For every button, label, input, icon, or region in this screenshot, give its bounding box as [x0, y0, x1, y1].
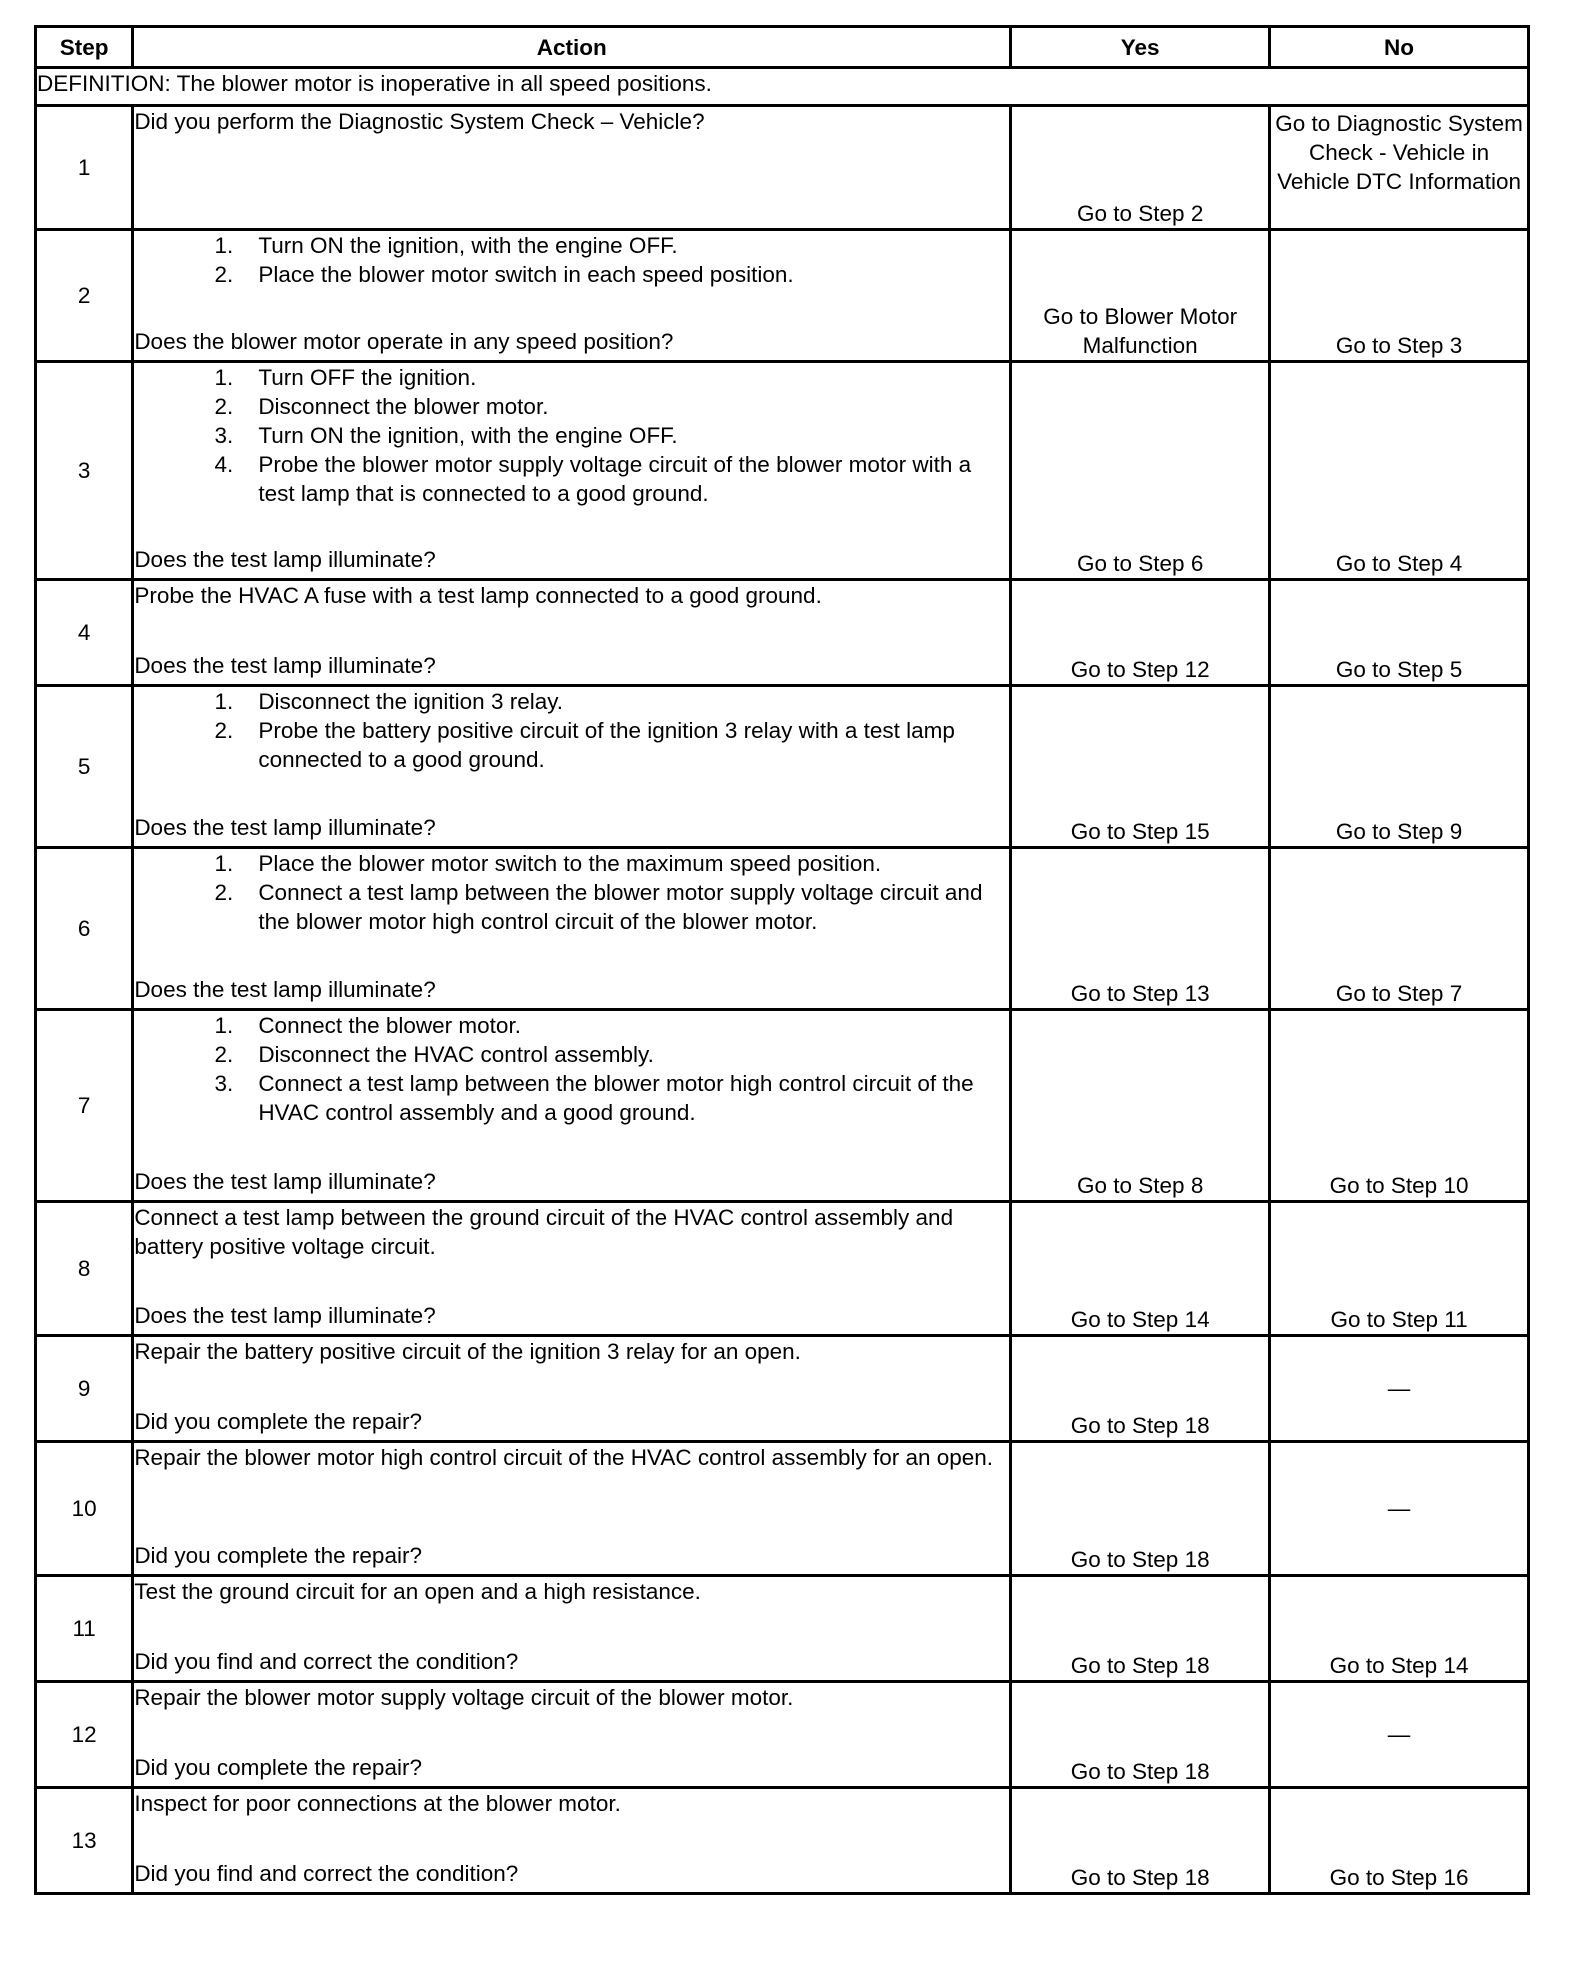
- action-step-number: 1.: [214, 851, 234, 876]
- no-result: —: [1270, 1442, 1529, 1576]
- header-step: Step: [36, 27, 133, 68]
- action-step-item: [134, 878, 1009, 936]
- step-number: 4: [36, 580, 133, 686]
- step-number: 11: [36, 1576, 133, 1682]
- action-question: Does the test lamp illuminate?: [134, 547, 436, 572]
- diagnostic-table: [34, 25, 1530, 1895]
- step-number: 5: [36, 686, 133, 848]
- action-text: Test the ground circuit for an open and a high resistance.: [134, 1579, 701, 1604]
- table-row: [36, 686, 1529, 848]
- action-step-item: [134, 363, 1009, 392]
- definition-text: DEFINITION: The blower motor is inoperative in all speed positions.: [36, 68, 1529, 106]
- action-cell: [133, 1788, 1011, 1894]
- yes-result: Go to Step 2: [1011, 106, 1270, 230]
- action-step-text: Probe the battery positive circuit of the ignition 3 relay with a test lamp connected to a good ground.: [258, 718, 955, 772]
- action-step-text: Connect a test lamp between the blower motor supply voltage circuit and the blower motor high control circuit of the blower motor.: [258, 880, 983, 934]
- action-step-item: [134, 260, 1009, 289]
- action-step-item: [134, 450, 1009, 508]
- table-body: [36, 68, 1529, 1894]
- definition-row: [36, 68, 1529, 106]
- action-step-number: 2.: [214, 394, 234, 419]
- header-row: [36, 27, 1529, 68]
- action-text: Connect a test lamp between the ground circuit of the HVAC control assembly and battery positive voltage circuit.: [134, 1205, 954, 1259]
- action-question: Does the test lamp illuminate?: [134, 977, 436, 1002]
- step-number: 9: [36, 1336, 133, 1442]
- table-row: [36, 1202, 1529, 1336]
- action-steps-list: [134, 363, 1009, 508]
- step-number: 2: [36, 230, 133, 362]
- yes-result: Go to Step 18: [1011, 1788, 1270, 1894]
- action-step-text: Probe the blower motor supply voltage circuit of the blower motor with a test lamp that is connected to a good ground.: [258, 452, 972, 506]
- action-step-number: 4.: [214, 452, 234, 477]
- action-step-item: [134, 1040, 1009, 1069]
- step-number: 13: [36, 1788, 133, 1894]
- table-row: [36, 1682, 1529, 1788]
- action-steps-list: [134, 849, 1009, 936]
- action-question: Did you complete the repair?: [134, 1409, 422, 1434]
- action-step-number: 2.: [214, 262, 234, 287]
- action-step-item: [134, 687, 1009, 716]
- table-row: [36, 1442, 1529, 1576]
- table-row: [36, 848, 1529, 1010]
- table-row: [36, 362, 1529, 580]
- action-text: Repair the blower motor supply voltage circuit of the blower motor.: [134, 1685, 794, 1710]
- yes-result: Go to Step 18: [1011, 1442, 1270, 1576]
- no-result: Go to Step 14: [1270, 1576, 1529, 1682]
- table-row: [36, 230, 1529, 362]
- action-step-text: Turn ON the ignition, with the engine OFF.: [258, 233, 678, 258]
- yes-result: Go to Step 18: [1011, 1682, 1270, 1788]
- table-row: [36, 1010, 1529, 1202]
- action-step-item: [134, 231, 1009, 260]
- action-step-number: 3.: [214, 423, 234, 448]
- no-result: Go to Step 5: [1270, 580, 1529, 686]
- action-text: Repair the battery positive circuit of the ignition 3 relay for an open.: [134, 1339, 801, 1364]
- action-step-number: 1.: [214, 1013, 234, 1038]
- action-step-item: [134, 421, 1009, 450]
- no-result: Go to Step 3: [1270, 230, 1529, 362]
- step-number: 6: [36, 848, 133, 1010]
- action-text: Probe the HVAC A fuse with a test lamp connected to a good ground.: [134, 583, 822, 608]
- action-step-number: 2.: [214, 1042, 234, 1067]
- yes-result: Go to Step 18: [1011, 1576, 1270, 1682]
- action-question: Did you find and correct the condition?: [134, 1861, 519, 1886]
- action-question: Does the test lamp illuminate?: [134, 1169, 436, 1194]
- action-question: Does the test lamp illuminate?: [134, 815, 436, 840]
- table-row: [36, 1576, 1529, 1682]
- action-cell: [133, 1576, 1011, 1682]
- action-question: Does the test lamp illuminate?: [134, 653, 436, 678]
- action-question: Does the blower motor operate in any speed position?: [134, 329, 674, 354]
- action-cell: [133, 362, 1011, 580]
- action-step-item: [134, 1011, 1009, 1040]
- action-question: Did you complete the repair?: [134, 1755, 422, 1780]
- action-cell: [133, 1682, 1011, 1788]
- yes-result: Go to Step 8: [1011, 1010, 1270, 1202]
- step-number: 8: [36, 1202, 133, 1336]
- table-row: [36, 580, 1529, 686]
- yes-result: Go to Step 15: [1011, 686, 1270, 848]
- header-no: No: [1270, 27, 1529, 68]
- action-step-text: Place the blower motor switch to the maximum speed position.: [258, 851, 882, 876]
- no-result: Go to Diagnostic System Check - Vehicle in Vehicle DTC Information: [1270, 106, 1529, 230]
- yes-result: Go to Step 14: [1011, 1202, 1270, 1336]
- no-result: —: [1270, 1336, 1529, 1442]
- step-number: 10: [36, 1442, 133, 1576]
- action-step-text: Connect the blower motor.: [258, 1013, 521, 1038]
- action-steps-list: [134, 1011, 1009, 1127]
- action-cell: [133, 230, 1011, 362]
- action-cell: [133, 1442, 1011, 1576]
- action-steps-list: [134, 231, 1009, 289]
- step-number: 12: [36, 1682, 133, 1788]
- action-step-text: Connect a test lamp between the blower motor high control circuit of the HVAC control assembly and a good ground.: [258, 1071, 974, 1125]
- action-step-number: 1.: [214, 365, 234, 390]
- action-step-number: 2.: [214, 880, 234, 905]
- no-result: Go to Step 16: [1270, 1788, 1529, 1894]
- no-result: Go to Step 7: [1270, 848, 1529, 1010]
- action-text: Inspect for poor connections at the blower motor.: [134, 1791, 621, 1816]
- step-number: 7: [36, 1010, 133, 1202]
- diagnostic-page: [34, 25, 1530, 1895]
- table-row: [36, 1788, 1529, 1894]
- action-step-text: Turn ON the ignition, with the engine OFF.: [258, 423, 678, 448]
- action-steps-list: [134, 687, 1009, 774]
- action-step-number: 2.: [214, 718, 234, 743]
- action-step-number: 1.: [214, 689, 234, 714]
- table-row: [36, 1336, 1529, 1442]
- header-action: Action: [133, 27, 1011, 68]
- action-step-item: [134, 1069, 1009, 1127]
- action-step-item: [134, 849, 1009, 878]
- yes-result: Go to Step 6: [1011, 362, 1270, 580]
- no-result: Go to Step 10: [1270, 1010, 1529, 1202]
- yes-result: Go to Blower Motor Malfunction: [1011, 230, 1270, 362]
- action-step-number: 3.: [214, 1071, 234, 1096]
- yes-result: Go to Step 18: [1011, 1336, 1270, 1442]
- action-step-text: Turn OFF the ignition.: [258, 365, 477, 390]
- header-yes: Yes: [1011, 27, 1270, 68]
- action-cell: [133, 1010, 1011, 1202]
- action-cell: [133, 848, 1011, 1010]
- action-question: Did you complete the repair?: [134, 1543, 422, 1568]
- action-question: Does the test lamp illuminate?: [134, 1303, 436, 1328]
- action-question: Did you find and correct the condition?: [134, 1649, 519, 1674]
- action-cell: [133, 580, 1011, 686]
- action-text: Did you perform the Diagnostic System Check – Vehicle?: [134, 109, 705, 134]
- no-result: Go to Step 9: [1270, 686, 1529, 848]
- action-step-text: Place the blower motor switch in each speed position.: [258, 262, 794, 287]
- action-step-item: [134, 392, 1009, 421]
- action-cell: [133, 686, 1011, 848]
- action-cell: [133, 1202, 1011, 1336]
- no-result: Go to Step 11: [1270, 1202, 1529, 1336]
- table-row: [36, 106, 1529, 230]
- action-step-item: [134, 716, 1009, 774]
- step-number: 3: [36, 362, 133, 580]
- action-step-text: Disconnect the ignition 3 relay.: [258, 689, 564, 714]
- yes-result: Go to Step 12: [1011, 580, 1270, 686]
- action-text: Repair the blower motor high control circuit of the HVAC control assembly for an open.: [134, 1445, 994, 1470]
- step-number: 1: [36, 106, 133, 230]
- no-result: —: [1270, 1682, 1529, 1788]
- action-step-text: Disconnect the HVAC control assembly.: [258, 1042, 654, 1067]
- action-step-text: Disconnect the blower motor.: [258, 394, 549, 419]
- action-cell: [133, 1336, 1011, 1442]
- action-step-number: 1.: [214, 233, 234, 258]
- no-result: Go to Step 4: [1270, 362, 1529, 580]
- yes-result: Go to Step 13: [1011, 848, 1270, 1010]
- action-cell: [133, 106, 1011, 230]
